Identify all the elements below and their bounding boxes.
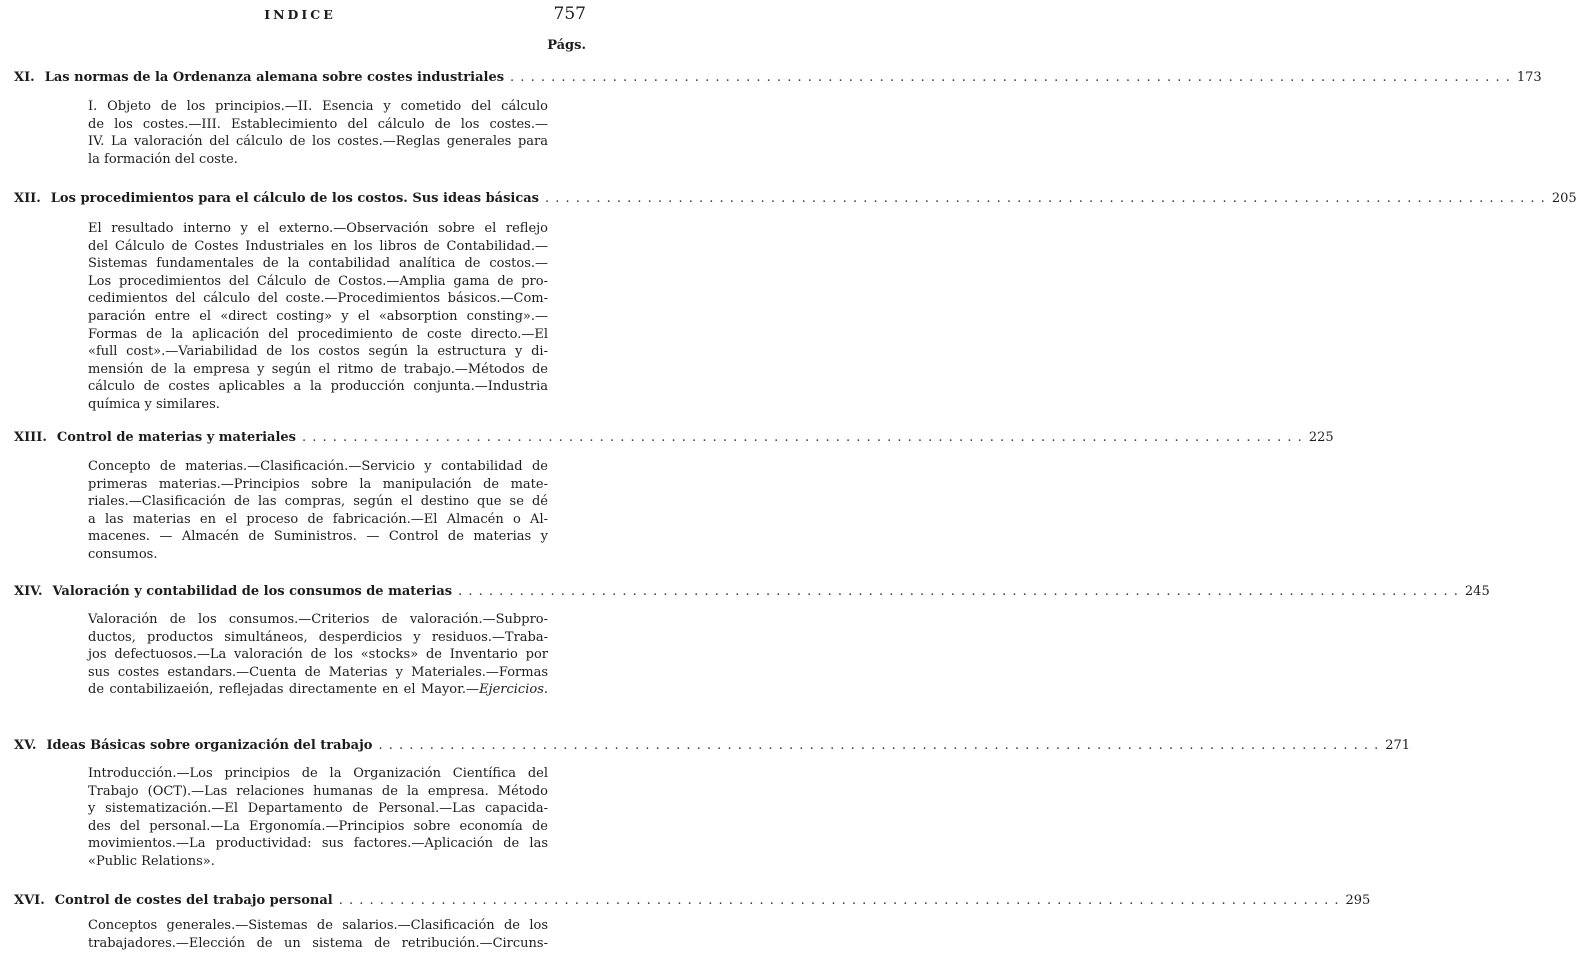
summary-line: IV. La valoración del cálculo de los costes.—Reglas generales para bbox=[88, 134, 548, 150]
summary-line: ductos, productos simultáneos, desperdicios y residuos.—Traba- bbox=[88, 629, 548, 645]
chapter-number: XII. bbox=[14, 191, 41, 206]
chapter-page: 205 bbox=[1551, 191, 1577, 206]
summary-line: Trabajo (OCT).—Las relaciones humanas de la empresa. Método bbox=[88, 783, 548, 799]
chapter-page: 271 bbox=[1385, 738, 1411, 753]
chapter-heading-xvi bbox=[14, 893, 1371, 913]
summary-line: Sistemas fundamentales de la contabilidad analítica de costos.— bbox=[88, 256, 548, 272]
chapter-summary-xi bbox=[88, 98, 548, 168]
dot-leader bbox=[545, 191, 1546, 206]
summary-line bbox=[88, 681, 548, 699]
chapter-heading-xv bbox=[14, 738, 1411, 758]
summary-line: riales.—Clasificación de las compras, según el destino que se dé bbox=[88, 494, 548, 510]
chapter-heading-xiii bbox=[14, 430, 1334, 450]
dot-leader bbox=[458, 584, 1459, 599]
exercises-label: Ejercicios. bbox=[479, 682, 548, 698]
summary-line: la formación del coste. bbox=[88, 151, 238, 167]
chapter-title: Control de costes del trabajo personal bbox=[54, 893, 333, 908]
summary-line: paración entre el «direct costing» y el «absorption consting».— bbox=[88, 308, 548, 324]
chapter-title: Ideas Básicas sobre organización del trabajo bbox=[46, 738, 373, 753]
chapter-summary-xv bbox=[88, 765, 548, 871]
running-title: INDICE bbox=[264, 7, 336, 22]
chapter-heading-xiv bbox=[14, 584, 1490, 604]
summary-line: primeras materias.—Principios sobre la manipulación de mate- bbox=[88, 476, 548, 492]
summary-line: macenes. — Almacén de Suministros. — Control de materias y bbox=[88, 529, 548, 545]
chapter-number: XV. bbox=[14, 738, 37, 753]
chapter-title: Valoración y contabilidad de los consumos de materias bbox=[52, 584, 453, 599]
summary-line: mensión de la empresa y según el ritmo de trabajo.—Métodos de bbox=[88, 361, 548, 377]
page-number: 757 bbox=[553, 4, 586, 24]
chapter-page: 245 bbox=[1464, 584, 1490, 599]
summary-line: «Public Relations». bbox=[88, 853, 215, 869]
chapter-title: Control de materias y materiales bbox=[56, 430, 296, 445]
summary-line: cedimientos del cálculo del coste.—Procedimientos básicos.—Com- bbox=[88, 291, 548, 307]
chapter-number: XVI. bbox=[14, 893, 45, 908]
summary-line: trabajadores.—Elección de un sistema de retribución.—Circuns- bbox=[88, 935, 548, 951]
summary-line: Concepto de materias.—Clasificación.—Servicio y contabilidad de bbox=[88, 459, 548, 474]
summary-line: I. Objeto de los principios.—II. Esencia y cometido del cálculo bbox=[88, 99, 548, 114]
chapter-heading-xi bbox=[14, 70, 1542, 90]
summary-line: sus costes estandars.—Cuenta de Materias y Materiales.—Formas bbox=[88, 664, 548, 680]
chapter-number: XIII. bbox=[14, 430, 47, 445]
summary-line: Introducción.—Los principios de la Organización Científica del bbox=[88, 766, 548, 781]
chapter-number: XI. bbox=[14, 70, 35, 85]
chapter-title: Los procedimientos para el cálculo de los costos. Sus ideas básicas bbox=[50, 191, 539, 206]
chapter-number: XIV. bbox=[14, 584, 43, 599]
summary-line: «full cost».—Variabilidad de los costos según la estructura y di- bbox=[88, 344, 548, 360]
summary-line: a las materias en el proceso de fabricación.—El Almacén o Al- bbox=[88, 511, 548, 527]
chapter-title: Las normas de la Ordenanza alemana sobre costes industriales bbox=[44, 70, 505, 85]
summary-line: jos defectuosos.—La valoración de los «stocks» de Inventario por bbox=[88, 647, 548, 663]
chapter-heading-xii bbox=[14, 191, 1577, 211]
chapter-summary-xii bbox=[88, 220, 548, 414]
pages-column-label: Págs. bbox=[547, 38, 586, 53]
dot-leader bbox=[510, 70, 1511, 85]
dot-leader bbox=[339, 893, 1340, 908]
dot-leader bbox=[302, 430, 1303, 445]
chapter-page: 173 bbox=[1516, 70, 1542, 85]
summary-line: química y similares. bbox=[88, 396, 220, 412]
summary-line: Los procedimientos del Cálculo de Costos.—Amplia gama de pro- bbox=[88, 273, 548, 289]
summary-text: de contabilizaeión, reflejadas directamente en el Mayor.— bbox=[88, 682, 480, 698]
dot-leader bbox=[378, 738, 1379, 753]
summary-line: des del personal.—La Ergonomía.—Principios sobre economía de bbox=[88, 818, 548, 834]
summary-line: cálculo de costes aplicables a la producción conjunta.—Industria bbox=[88, 379, 548, 395]
chapter-summary-xiii bbox=[88, 458, 548, 564]
summary-line: Conceptos generales.—Sistemas de salarios.—Clasificación de los bbox=[88, 918, 548, 933]
summary-line: Formas de la aplicación del procedimiento de coste directo.—El bbox=[88, 326, 548, 342]
summary-line: y sistematización.—El Departamento de Personal.—Las capacida- bbox=[88, 801, 548, 817]
chapter-summary-xiv bbox=[88, 611, 548, 699]
summary-line: El resultado interno y el externo.—Observación sobre el reflejo bbox=[88, 221, 548, 236]
summary-line: consumos. bbox=[88, 546, 158, 562]
running-head bbox=[0, 4, 600, 26]
summary-line: de los costes.—III. Establecimiento del cálculo de los costes.— bbox=[88, 116, 548, 132]
chapter-page: 295 bbox=[1345, 893, 1371, 908]
summary-line: movimientos.—La productividad: sus factores.—Aplicación de las bbox=[88, 836, 548, 852]
chapter-page: 225 bbox=[1308, 430, 1334, 445]
summary-line: del Cálculo de Costes Industriales en los libros de Contabilidad.— bbox=[88, 238, 548, 254]
chapter-summary-xvi bbox=[88, 917, 548, 952]
summary-line: Valoración de los consumos.—Criterios de valoración.—Subpro- bbox=[88, 612, 548, 627]
